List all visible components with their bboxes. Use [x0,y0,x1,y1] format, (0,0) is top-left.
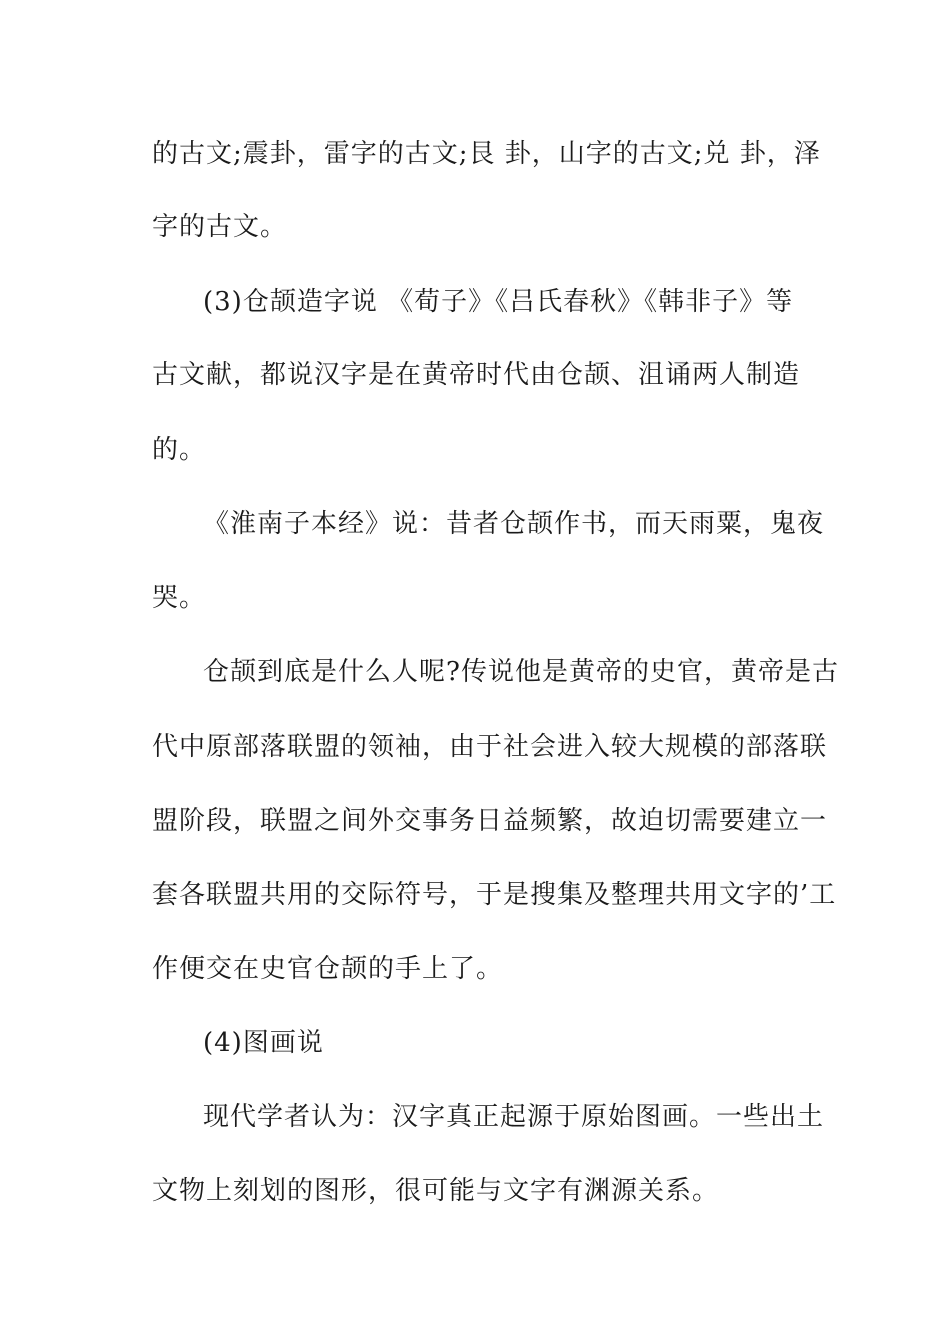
text-line: 文物上刻划的图形，很可能与文字有渊源关系。 [152,1176,720,1206]
text-line: 古文献，都说汉字是在黄帝时代由仓颉、沮诵两人制造 [152,360,801,390]
text-line: 现代学者认为：汉字真正起源于原始图画。一些出土 [203,1102,825,1132]
text-line: 字的古文。 [152,212,288,242]
text-line: 仓颉到底是什么人呢?传说他是黄帝的史官，黄帝是古 [203,657,839,687]
paragraph-heading: (3)仓颉造字说 《荀子》《吕氏春秋》《韩非子》等 [203,287,794,317]
text-line: 代中原部落联盟的领袖，由于社会进入较大规模的部落联 [152,732,828,762]
paragraph-heading: (4)图画说 [203,1028,324,1058]
text-line: 哭。 [152,583,207,613]
text-line: 的。 [152,435,207,465]
text-line: 盟阶段，联盟之间外交事务日益频繁，故迫切需要建立一 [152,806,828,836]
text-line: 作便交在史官仓颉的手上了。 [152,954,504,984]
text-line: 的古文;震卦，雷字的古文;艮 卦，山字的古文;兑 卦，泽 [152,139,821,169]
text-line: 《淮南子本经》说：昔者仓颉作书，而天雨粟，鬼夜 [203,509,825,539]
text-line: 套各联盟共用的交际符号，于是搜集及整理共用文字的’工 [152,880,837,910]
